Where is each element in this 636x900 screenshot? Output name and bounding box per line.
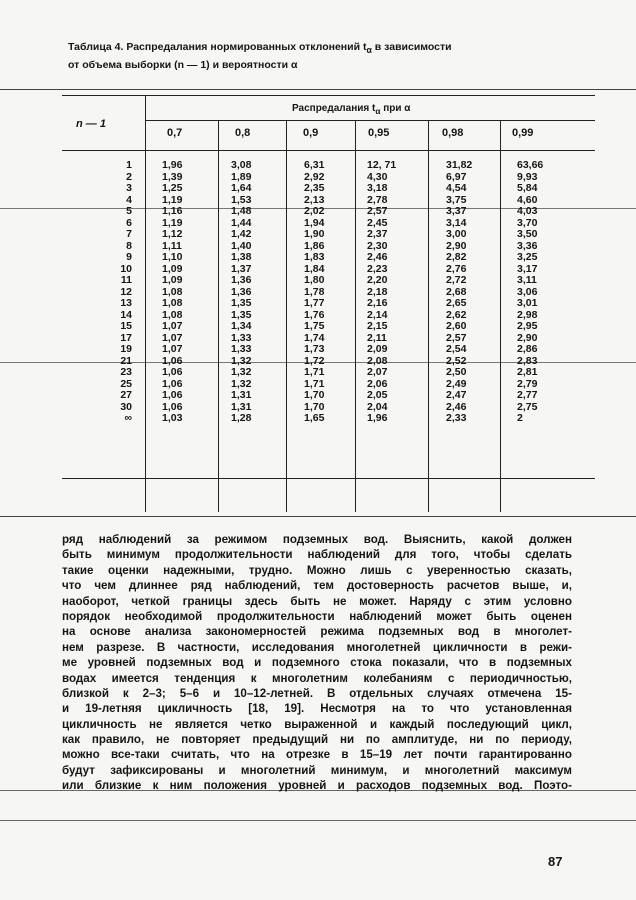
table-cell: 2,54 — [446, 343, 467, 355]
scan-line — [0, 516, 636, 517]
table-cell: 1,36 — [231, 274, 252, 286]
table-cell: 1,08 — [162, 285, 183, 298]
table-cell: 1,73 — [304, 343, 325, 355]
table-cell: 3,18 — [367, 182, 388, 194]
table-cell: 2,18 — [367, 285, 388, 298]
table-cell: 3,17 — [517, 262, 538, 275]
table-cell: 2,23 — [367, 262, 388, 275]
table-cell: 1,48 — [231, 205, 252, 217]
table-cell: 2,90 — [446, 239, 467, 252]
table-cell: 12, 71 — [367, 159, 397, 171]
table-cell: 2,15 — [367, 320, 388, 332]
table-cell: 2,33 — [446, 412, 467, 424]
cell-n: 8 — [126, 239, 132, 252]
table-cell: 1,96 — [162, 159, 183, 171]
column-p08 — [231, 160, 251, 425]
cell-n: 30 — [120, 400, 132, 413]
table-cell: 3,25 — [517, 251, 538, 263]
caption-subscript: α — [366, 45, 372, 56]
cell-n: 14 — [120, 308, 132, 321]
table-cell: 1,11 — [162, 239, 182, 252]
table-cell: 1,42 — [231, 228, 252, 240]
cell-n: 1 — [126, 159, 132, 171]
table-cell: 1,84 — [304, 262, 325, 275]
table-cell: 31,82 — [446, 159, 473, 171]
table-cell: 1,80 — [304, 274, 325, 286]
table-cell: 1,65 — [304, 412, 325, 424]
table-cell: 2,06 — [367, 377, 388, 390]
table-cell: 1,44 — [231, 216, 252, 229]
table-cell: 1,09 — [162, 262, 183, 275]
table-cell: 1,07 — [162, 331, 183, 344]
prob-header-2: 0,9 — [303, 127, 319, 139]
table-cell: 2,49 — [446, 377, 467, 390]
table-cell: 1,32 — [231, 377, 252, 390]
page-number: 87 — [548, 854, 563, 869]
table-cell: 1,06 — [162, 389, 183, 401]
cell-n: ∞ — [124, 412, 132, 424]
table-cell: 1,74 — [304, 331, 325, 344]
table-cell: 2,75 — [517, 400, 538, 413]
cell-n: 9 — [126, 251, 132, 263]
table-cell: 2,98 — [517, 308, 538, 321]
cell-n: 2 — [126, 170, 132, 183]
table-cell: 1,75 — [304, 320, 325, 332]
span-header: Распредалания $t_\alpha$ при α — [292, 103, 411, 116]
table-cell: 2,16 — [367, 297, 388, 309]
table-cell: 1,32 — [231, 366, 252, 378]
table-cell: 1,12 — [162, 228, 183, 240]
table-cell: 2,90 — [517, 331, 538, 344]
table-cell: 3,01 — [517, 297, 538, 309]
table-cell: 3,36 — [517, 239, 538, 252]
table-cell: 2,09 — [367, 343, 388, 355]
text-line: цикличность не является четко выраженной и каждый последующий цикл, — [62, 717, 572, 731]
table-cell: 2,13 — [304, 193, 325, 206]
table-cell: 2,47 — [446, 389, 467, 401]
text-line: нем разрезе. В частности, исследования многолетней цикличности в режи- — [62, 640, 572, 654]
table-cell: 2,20 — [367, 274, 388, 286]
text-line: ме уровней подземных вод и подземного стока показали, что в подземных — [62, 656, 572, 670]
table-cell: 1,06 — [162, 400, 183, 413]
prob-header-5: 0,99 — [512, 127, 534, 139]
column-p098 — [446, 160, 472, 425]
cell-n: 5 — [126, 205, 132, 217]
table-cell: 1,06 — [162, 377, 183, 390]
table-cell: 1,08 — [162, 308, 183, 321]
text-line: такие оценки надежными, трудно. Можно лишь с уверенностью сказать, — [62, 563, 572, 577]
table-cell: 1,71 — [304, 377, 325, 390]
table-cell: 3,11 — [517, 274, 537, 286]
text-line: порядок необходимой продолжительности наблюдений может быть оценен — [62, 609, 572, 623]
table-cell: 1,77 — [304, 297, 325, 309]
cell-n: 7 — [126, 228, 132, 240]
cell-n: 23 — [120, 366, 132, 378]
table-cell: 2,60 — [446, 320, 467, 332]
table-cell: 2,46 — [446, 400, 467, 413]
span-header-subscript: α — [375, 106, 381, 116]
text-line: наоборот, четкой границы здесь быть не может. Наряду с этим условно — [62, 594, 572, 608]
table-cell: 1,33 — [231, 343, 252, 355]
table-cell: 2,02 — [304, 205, 325, 217]
table-cell: 3,75 — [446, 193, 467, 206]
table-cell: 1,39 — [162, 170, 183, 183]
table-cell: 1,53 — [231, 193, 252, 206]
cell-n: 19 — [120, 343, 132, 355]
table-cell: 3,06 — [517, 285, 538, 298]
table-cell: 2,57 — [367, 205, 388, 217]
table-cell: 1,35 — [231, 297, 252, 309]
text-line: что чем длиннее ряд наблюдений, тем достоверность расчетов выше, и, — [62, 579, 572, 593]
table-cell: 2,86 — [517, 343, 538, 355]
table-cell: 2,92 — [304, 170, 325, 183]
table-cell: 2,35 — [304, 182, 325, 194]
table-cell: 5,84 — [517, 182, 538, 194]
table-cell: 1,70 — [304, 389, 325, 401]
table-cell: 6,31 — [304, 159, 325, 171]
body-paragraph — [62, 532, 572, 794]
text-line: и 19-летняя цикличность [18, 19]. Несмотря на то что установленная — [62, 702, 572, 716]
text-line: можно все-таки считать, что на отрезке в 15–19 лет почти гарантированно — [62, 748, 572, 762]
table-cell: 2,57 — [446, 331, 467, 344]
cell-n: 27 — [120, 389, 132, 401]
table-cell: 4,60 — [517, 193, 538, 206]
table-cell: 3,37 — [446, 205, 467, 217]
cell-n: 21 — [120, 354, 132, 367]
cell-n: 12 — [120, 285, 132, 298]
table-cell: 2,72 — [446, 274, 467, 286]
table-cell: 1,31 — [231, 400, 252, 413]
text-line: на основе анализа закономерностей режима подземных вод в многолет- — [62, 625, 572, 639]
table-cell: 2,07 — [367, 366, 388, 378]
cell-n: 13 — [120, 297, 132, 309]
table-cell: 1,64 — [231, 182, 252, 194]
scan-line — [0, 820, 636, 821]
table-cell: 3,08 — [231, 159, 252, 171]
table-cell: 3,70 — [517, 216, 538, 229]
table-cell: 1,34 — [231, 320, 252, 332]
table-cell: 2,77 — [517, 389, 538, 401]
cell-n: 15 — [120, 320, 132, 332]
table-cell: 1,70 — [304, 400, 325, 413]
prob-header-3: 0,95 — [368, 127, 390, 139]
row-header: n — 1 — [76, 118, 106, 130]
table-cell: 1,94 — [304, 216, 325, 229]
table-cell: 2,62 — [446, 308, 467, 321]
table-cell: 1,35 — [231, 308, 252, 321]
table-cell: 1,86 — [304, 239, 325, 252]
table-cell: 1,83 — [304, 251, 325, 263]
text-line: или близкие к ним положения уровней и расходов подземных вод. Поэто- — [62, 779, 572, 793]
table-cell: 2,30 — [367, 239, 388, 252]
cell-n: 6 — [126, 216, 132, 229]
column-n — [102, 160, 132, 425]
table-cell: 1,03 — [162, 412, 183, 424]
table-cell: 1,07 — [162, 343, 183, 355]
table-cell: 1,76 — [304, 308, 325, 321]
table-cell: 2,83 — [517, 354, 538, 367]
table-cell: 1,25 — [162, 182, 183, 194]
table-cell: 4,03 — [517, 205, 538, 217]
table-cell: 1,36 — [231, 285, 252, 298]
table-cell: 1,32 — [231, 354, 252, 367]
table-cell: 2,65 — [446, 297, 467, 309]
table-cell: 4,30 — [367, 170, 388, 183]
table-cell: 2,04 — [367, 400, 388, 413]
table-cell: 2,05 — [367, 389, 388, 401]
cell-n: 10 — [120, 262, 132, 275]
table-cell: 1,19 — [162, 193, 183, 206]
table-cell: 2,78 — [367, 193, 388, 206]
table-cell: 2,76 — [446, 262, 467, 275]
cell-n: 3 — [126, 182, 132, 194]
scan-line — [0, 89, 636, 90]
table-cell: 1,37 — [231, 262, 252, 275]
column-p09 — [304, 160, 324, 425]
table-cell: 2 — [517, 412, 523, 424]
cell-n: 25 — [120, 377, 132, 390]
table-cell: 1,38 — [231, 251, 252, 263]
column-p099 — [517, 160, 543, 425]
cell-n: 4 — [126, 193, 132, 206]
table-cell: 2,08 — [367, 354, 388, 367]
prob-header-4: 0,98 — [442, 127, 464, 139]
caption-line-1: Таблица 4. Распредалания нормированных отклонений $t_\alpha$ в зависимости — [68, 41, 452, 56]
table-cell: 3,14 — [446, 216, 467, 229]
caption-line-2: от объема выборки (n — 1) и вероятности α — [68, 59, 298, 72]
table-cell: 2,82 — [446, 251, 467, 263]
text-line: быть минимум продолжительности наблюдений для того, чтобы сделать — [62, 548, 572, 562]
distribution-table — [62, 92, 595, 512]
table-cell: 2,14 — [367, 308, 388, 321]
table-cell: 1,71 — [304, 366, 325, 378]
table-cell: 1,09 — [162, 274, 183, 286]
table-cell: 1,06 — [162, 366, 183, 378]
prob-header-0: 0,7 — [167, 127, 183, 139]
text-line: ряд наблюдений за режимом подземных вод. Выяснить, какой должен — [62, 533, 572, 546]
table-cell: 1,33 — [231, 331, 252, 344]
table-cell: 3,00 — [446, 228, 467, 240]
table-cell: 2,46 — [367, 251, 388, 263]
text-line: будут зафиксированы и многолетний минимум, и многолетний максимум — [62, 763, 572, 777]
column-p07 — [162, 160, 182, 425]
column-p095 — [367, 160, 396, 425]
table-cell: 6,97 — [446, 170, 467, 183]
table-cell: 4,54 — [446, 182, 467, 194]
table-cell: 1,31 — [231, 389, 252, 401]
table-cell: 1,08 — [162, 297, 183, 309]
text-line: водах имеется тенденция к многолетним колебаниям с периодичностью, — [62, 671, 572, 685]
table-cell: 1,40 — [231, 239, 252, 252]
table-cell: 1,10 — [162, 251, 183, 263]
table-cell: 2,11 — [367, 331, 387, 344]
table-cell: 1,16 — [162, 205, 183, 217]
text-line: как правило, не повторяет предыдущий ни по амплитуде, ни по периоду, — [62, 733, 572, 747]
table-cell: 2,81 — [517, 366, 538, 378]
cell-n: 17 — [120, 331, 132, 344]
table-cell: 2,68 — [446, 285, 467, 298]
table-cell: 2,37 — [367, 228, 388, 240]
table-cell: 2,50 — [446, 366, 467, 378]
table-cell: 2,45 — [367, 216, 388, 229]
table-caption — [68, 40, 528, 73]
table-cell: 1,19 — [162, 216, 183, 229]
cell-n: 11 — [120, 274, 132, 286]
table-cell: 1,72 — [304, 354, 325, 367]
table-cell: 3,50 — [517, 228, 538, 240]
table-cell: 1,28 — [231, 412, 252, 424]
table-cell: 63,66 — [517, 159, 544, 171]
table-cell: 1,89 — [231, 170, 252, 183]
prob-header-1: 0,8 — [235, 127, 251, 139]
table-cell: 1,96 — [367, 412, 388, 424]
table-cell: 2,95 — [517, 320, 538, 332]
table-cell: 2,79 — [517, 377, 538, 390]
table-cell: 2,52 — [446, 354, 467, 367]
table-cell: 9,93 — [517, 170, 538, 183]
table-cell: 1,06 — [162, 354, 183, 367]
table-cell: 1,78 — [304, 285, 325, 298]
table-cell: 1,90 — [304, 228, 325, 240]
text-line: близкой к 2–3; 5–6 и 10–12-летней. В отдельных случаях отмечена 15- — [62, 686, 572, 700]
table-cell: 1,07 — [162, 320, 183, 332]
